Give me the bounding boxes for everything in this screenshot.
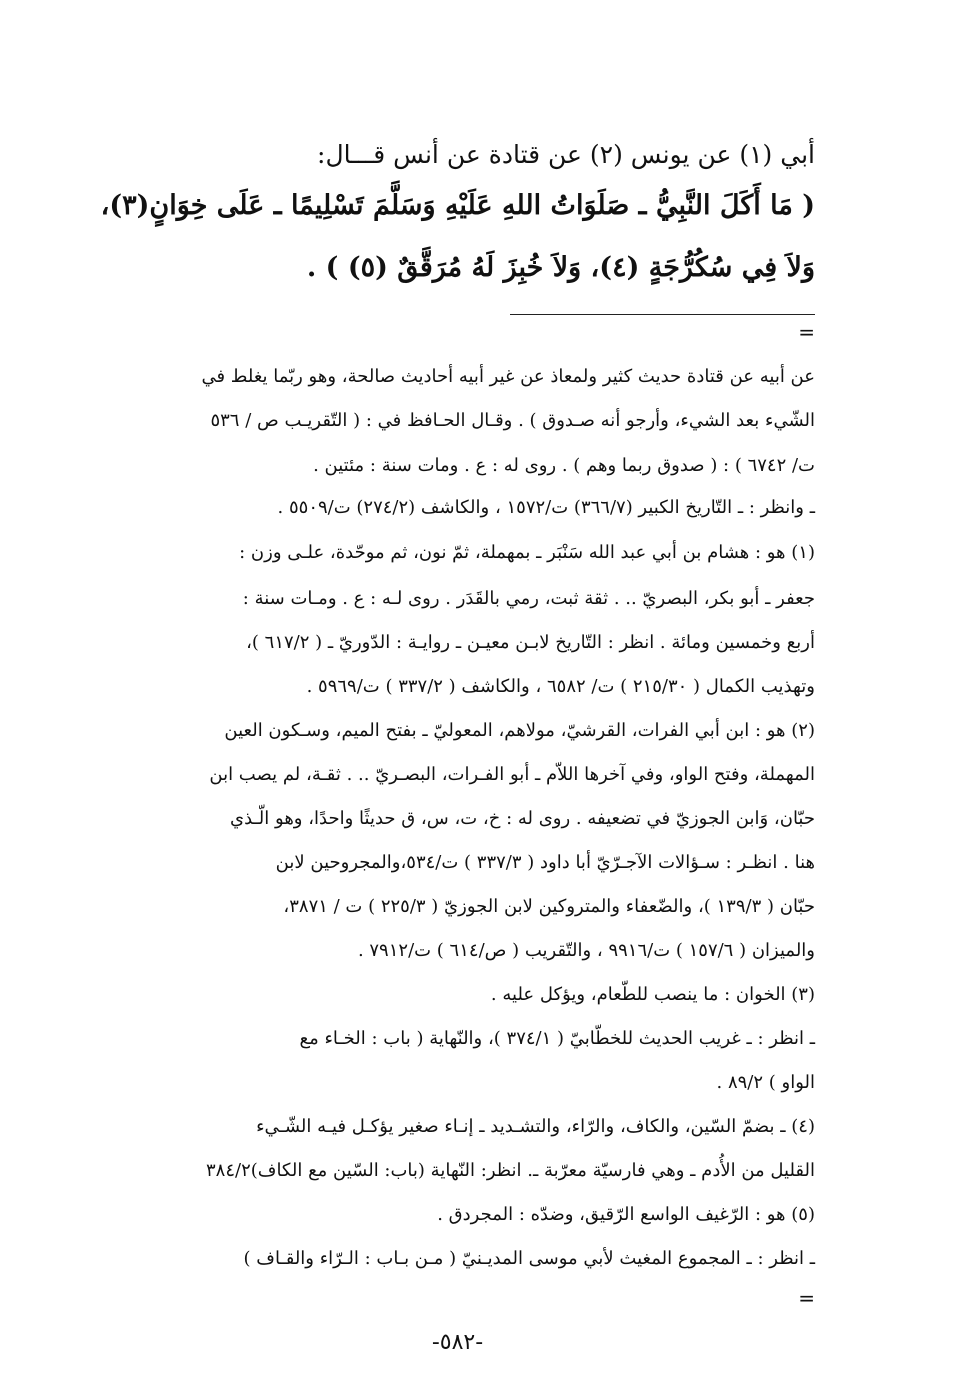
footnote-5-line-1: (٥) هو : الرّغيف الواسع الرّقيق، وضدّه : المجردق . [437, 1204, 815, 1225]
footnote-2-line-2: المهملة، وفتح الواو، وفي آخرها اللاّم ـ أبو الفـرات، البصـريّ .. . ثقـة، لم يصب ابن [209, 764, 815, 785]
page [100, 0, 815, 1388]
footnote-2-line-3: حبّان، وَابن الجوزيّ في تضعيفه . روى له : خ، ت، س، ق حديثًا واحدًا، وهو الّـذي [230, 808, 815, 829]
page-number: -٥٨٢- [431, 1330, 484, 1355]
hadith-line-1: ( مَا أَكَلَ النَّبِيُّ ـ صَلَوَاتُ اللهِ عَلَيْهِ وَسَلَّمَ تَسْلِيمًا ـ عَلَى خِوَانٍ(٣)، [100, 190, 815, 221]
continuation-mark-bottom: = [798, 1286, 815, 1310]
footnote-4-line-2: القليل من الأُدم ـ وهي فارسيّة معرّبة ـ. انظر: النّهاية (باب: السّين مع الكاف)٣٨٤/٢ [206, 1160, 815, 1181]
continuation-mark-top: = [798, 320, 815, 344]
footnote-1-line-2: جعفر ـ أبو بكر، البصريّ .. . ثقة ثبت، رمي بالقَدَر . روى لـه : ع . ومـات سنة : [242, 588, 815, 609]
footnote-4-line-1: (٤) ـ بضمّ السّين، والكاف، والرّاء، والتشـديد ـ إنـاء صغير يؤكـل فيـه الشّـيء [256, 1116, 815, 1137]
footnote-cont-line-3: ت/ ٦٧٤٢ ) : ( صدوق ربما وهم ) . روى له : ع . ومات سنة : مئتين . [313, 455, 815, 476]
footnote-2-line-4: هنا . انظـر : سـؤالات الآجـرّيّ أبا داود ( ٣٣٧/٣ ) ت/٥٣٤،والمجروحين لابن [275, 852, 815, 873]
footnote-5-line-2: ـ انظر : ـ المجموع المغيث لأبي موسى المديـنيّ ( مـن بـاب : الـرّاء والقـاف ) [243, 1248, 815, 1269]
footnote-1-line-3: أربع وخمسين ومائة . انظر : التّاريخ لابـن معيـن ـ روايـة : الدّوريّ ـ ( ٦١٧/٢ )، [246, 632, 815, 653]
footnote-cont-line-1: عن أبيه عن قتادة حديث كثير ولمعاذ عن غير أبيه أحاديث صالحة، وهو ربّما يغلط في [201, 366, 815, 387]
footnote-3-line-3: الواو ) ٨٩/٢ . [716, 1072, 815, 1093]
footnote-separator [510, 314, 815, 315]
footnote-1-line-1: (١) هو : هشام بن أبي عبد الله سَنْبَر ـ بمهملة، ثمّ نون، ثم موحّدة، علـى وزن : [239, 542, 815, 563]
footnote-2-line-6: والميزان ( ١٥٧/٦ ) ت/٩٩١٦ ، والتّقريب ( ص/٦١٤ ) ت/٧٩١٢ . [357, 940, 815, 961]
isnad-line: أبي (١) عن يونس (٢) عن قتادة عن أنس قـــال: [317, 140, 815, 169]
footnote-cont-line-2: الشّيء بعد الشيء، وأرجو أنه صـدوق ) . وقـال الحـافظ في : ( التّقريـب ص / ٥٣٦ [210, 410, 815, 431]
hadith-line-2: وَلاَ فِي سُكُرُّجَةٍ (٤)، وَلاَ خُبِزَ لَهُ مُرَقَّقٌ (٥) ) . [306, 252, 815, 283]
footnote-3-line-2: ـ انظر : ـ غريب الحديث للخطّابيّ ( ٣٧٤/١ )، والنّهاية ( باب : الخـاء مع [299, 1028, 815, 1049]
footnote-cont-line-4: ـ وانظر : ـ التّاريخ الكبير (٣٦٦/٧) ت/١٥٧٢ ، والكاشف (٢٧٤/٢) ت/٥٥٠٩ . [277, 497, 815, 518]
footnote-1-line-4: وتهذيب الكمال ( ٢١٥/٣٠ ) ت/ ٦٥٨٢ ، والكاشف ( ٣٣٧/٢ ) ت/٥٩٦٩ . [306, 676, 815, 697]
footnote-2-line-1: (٢) هو : ابن أبي الفرات، القرشيّ، مولاهم، المعوليّ ـ بفتح الميم، وسـكون العين [224, 720, 815, 741]
footnote-3-line-1: (٣) الخوان : ما ينصب للطّعام، ويؤكل عليه . [490, 984, 815, 1005]
footnote-2-line-5: حبّان ( ١٣٩/٣ )، والضّعفاء والمتروكين لابن الجوزيّ ( ٢٢٥/٣ ) ت / ٣٨٧١، [283, 896, 815, 917]
